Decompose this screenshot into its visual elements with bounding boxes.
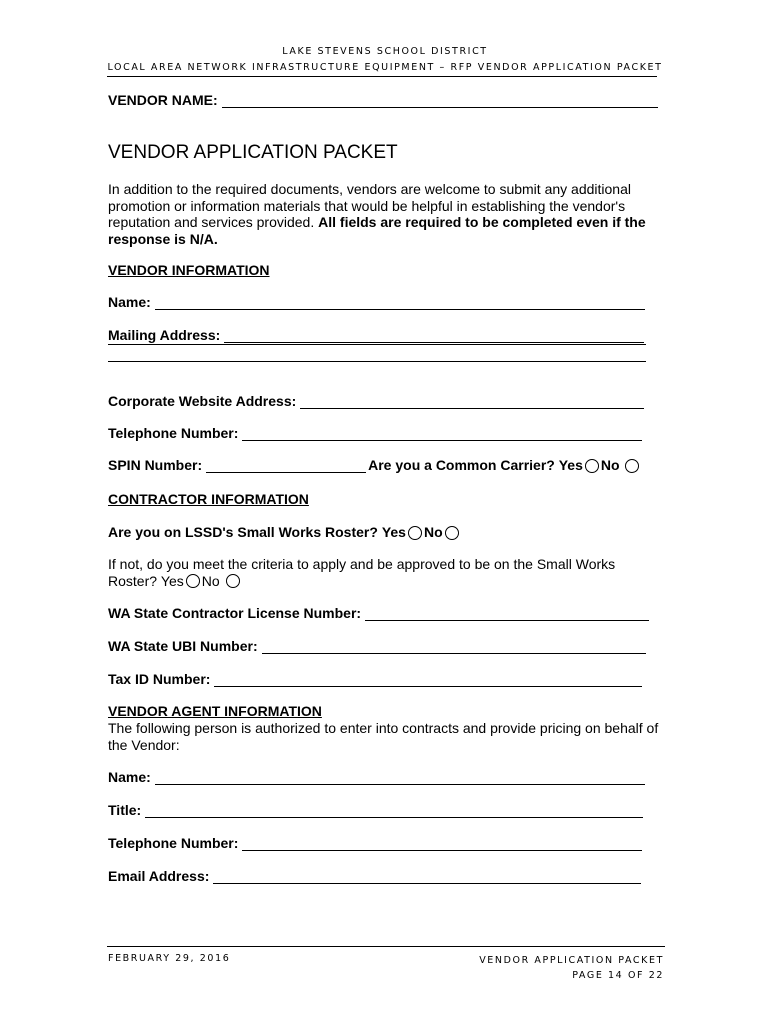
- criteria-no-label: No: [201, 572, 220, 589]
- intro-paragraph: [108, 181, 668, 247]
- criteria-yes-radio[interactable]: [186, 574, 200, 588]
- footer-doc-name: VENDOR APPLICATION PACKET: [479, 955, 664, 966]
- agent-email-field[interactable]: [213, 869, 641, 884]
- roster-no-radio[interactable]: [445, 526, 459, 540]
- roster-yes-radio[interactable]: [408, 526, 422, 540]
- carrier-no-label: No: [600, 457, 620, 473]
- agent-email-label: Email Address:: [108, 868, 210, 884]
- agent-telephone-field[interactable]: [242, 836, 642, 851]
- telephone-field[interactable]: [242, 426, 642, 441]
- criteria-yes-label: Yes: [160, 572, 184, 589]
- name-field[interactable]: [155, 295, 645, 310]
- vendor-name-row: [108, 92, 658, 108]
- agent-title-label: Title:: [108, 802, 142, 818]
- mailing-address-row: [108, 327, 644, 343]
- spin-field[interactable]: [206, 458, 366, 473]
- header-district: LAKE STEVENS SCHOOL DISTRICT: [282, 46, 488, 57]
- website-label: Corporate Website Address:: [108, 393, 297, 409]
- license-row: [108, 605, 649, 621]
- agent-title-row: [108, 802, 643, 818]
- roster-row: [108, 524, 461, 540]
- spin-label: SPIN Number:: [108, 457, 203, 473]
- agent-name-field[interactable]: [155, 770, 645, 785]
- carrier-no-radio[interactable]: [625, 459, 639, 473]
- taxid-field[interactable]: [214, 672, 642, 687]
- mailing-address-line-2[interactable]: [108, 344, 646, 345]
- ubi-row: [108, 638, 646, 654]
- footer-page-number: PAGE 14 OF 22: [572, 970, 664, 981]
- criteria-question: If not, do you meet the criteria to apply and be approved to be on the Small Works Roster?: [108, 556, 616, 589]
- agent-title-field[interactable]: [145, 803, 643, 818]
- ubi-field[interactable]: [262, 639, 646, 654]
- vendor-agent-description: The following person is authorized to enter into contracts and provide pricing on behalf of the Vendor:: [108, 720, 659, 753]
- header-rule: [107, 76, 657, 77]
- agent-name-label: Name:: [108, 769, 151, 785]
- page-title: VENDOR APPLICATION PACKET: [108, 142, 398, 163]
- agent-email-row: [108, 868, 641, 884]
- header-subtitle: LOCAL AREA NETWORK INFRASTRUCTURE EQUIPMENT – RFP VENDOR APPLICATION PACKET: [107, 62, 663, 73]
- vendor-name-info-row: [108, 294, 645, 310]
- intro-text: In addition to the required documents, vendors are welcome to submit any additional promotion or information materials that would be helpful in establishing the vendor's reputation and services provided.: [108, 181, 631, 230]
- agent-telephone-label: Telephone Number:: [108, 835, 239, 851]
- intro-bold-text: All fields are required to be completed even if the response is N/A.: [108, 214, 646, 247]
- telephone-row: [108, 425, 642, 441]
- agent-name-row: [108, 769, 645, 785]
- license-field[interactable]: [365, 606, 649, 621]
- carrier-question: Are you a Common Carrier?: [368, 457, 555, 473]
- footer-rule: [107, 946, 665, 947]
- roster-no-label: No: [423, 524, 443, 540]
- website-row: [108, 393, 644, 409]
- criteria-paragraph: [108, 556, 638, 589]
- roster-question: Are you on LSSD's Small Works Roster?: [108, 524, 378, 540]
- spin-row: [108, 457, 641, 473]
- footer-right: [479, 953, 664, 983]
- criteria-no-radio[interactable]: [226, 574, 240, 588]
- taxid-label: Tax ID Number:: [108, 671, 211, 687]
- contractor-information-heading: CONTRACTOR INFORMATION: [108, 491, 309, 507]
- mailing-address-field[interactable]: [224, 328, 644, 343]
- name-label: Name:: [108, 294, 151, 310]
- mailing-address-label: Mailing Address:: [108, 327, 221, 343]
- vendor-agent-heading: VENDOR AGENT INFORMATION: [108, 703, 322, 719]
- vendor-information-heading: VENDOR INFORMATION: [108, 262, 270, 278]
- vendor-name-field[interactable]: [222, 93, 658, 108]
- telephone-label: Telephone Number:: [108, 425, 239, 441]
- mailing-address-line-3[interactable]: [108, 361, 646, 362]
- license-label: WA State Contractor License Number:: [108, 605, 362, 621]
- carrier-yes-label: Yes: [558, 457, 583, 473]
- agent-telephone-row: [108, 835, 642, 851]
- carrier-yes-radio[interactable]: [585, 459, 599, 473]
- taxid-row: [108, 671, 642, 687]
- vendor-name-label: VENDOR NAME:: [108, 92, 218, 108]
- website-field[interactable]: [300, 394, 644, 409]
- footer-date: FEBRUARY 29, 2016: [108, 953, 231, 964]
- ubi-label: WA State UBI Number:: [108, 638, 258, 654]
- roster-yes-label: Yes: [381, 524, 406, 540]
